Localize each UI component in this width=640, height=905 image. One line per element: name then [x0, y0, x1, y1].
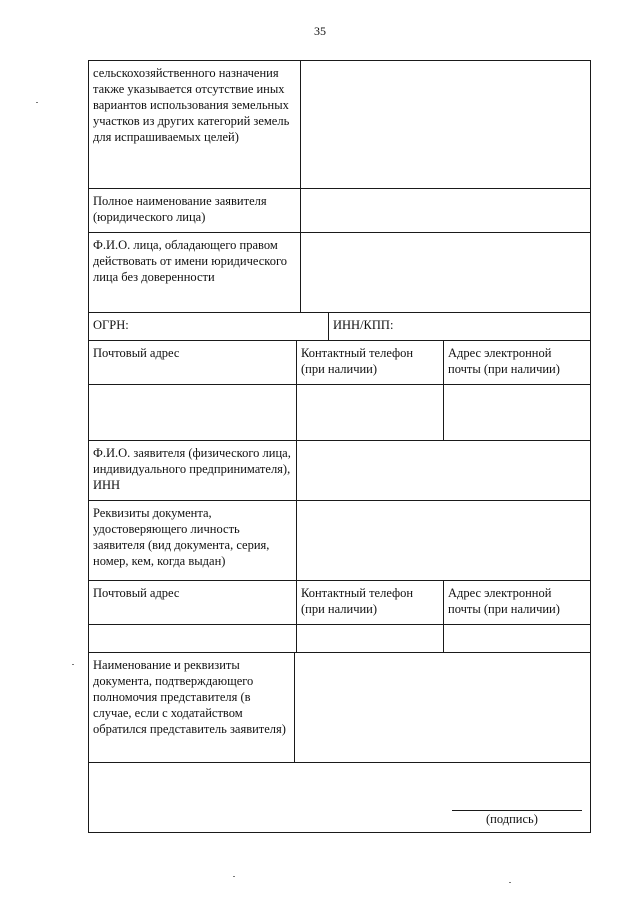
- individual-name-inn-field[interactable]: [296, 440, 591, 501]
- ogrn-field[interactable]: [88, 312, 329, 341]
- authorized-person-field[interactable]: [300, 232, 591, 313]
- individual-email-field[interactable]: [443, 624, 591, 653]
- individual-phone-field[interactable]: [296, 624, 444, 653]
- identity-document-field[interactable]: [296, 500, 591, 581]
- individual-phone-label: Контактный телефон (при наличии): [296, 580, 444, 625]
- inn-kpp-field[interactable]: [328, 312, 591, 341]
- inn-kpp-label: ИНН/КПП:: [333, 318, 394, 332]
- individual-email-label: Адрес электронной почты (при наличии): [443, 580, 591, 625]
- page-number: 35: [314, 24, 326, 38]
- scan-speck: [233, 876, 235, 877]
- individual-postal-address-label: Почтовый адрес: [88, 580, 297, 625]
- postal-address-label: Почтовый адрес: [88, 340, 297, 385]
- land-category-note: сельскохозяйственного назначения также указывается отсутствие иных вариантов использования земельных участков из других категорий земель для испрашиваемых целей): [88, 60, 301, 189]
- email-label: Адрес электронной почты (при наличии): [443, 340, 591, 385]
- phone-label: Контактный телефон (при наличии): [296, 340, 444, 385]
- authorized-person-label: Ф.И.О. лица, обладающего правом действовать от имени юридического лица без доверенности: [88, 232, 301, 313]
- identity-document-label: Реквизиты документа, удостоверяющего личность заявителя (вид документа, серия, номер, кем, когда выдан): [88, 500, 297, 581]
- land-category-field[interactable]: [300, 60, 591, 189]
- individual-name-inn-label: Ф.И.О. заявителя (физического лица, индивидуального предпринимателя), ИНН: [88, 440, 297, 501]
- scan-speck: [36, 102, 38, 103]
- ogrn-label: ОГРН:: [93, 318, 129, 332]
- phone-field[interactable]: [296, 384, 444, 441]
- email-field[interactable]: [443, 384, 591, 441]
- scan-speck: [509, 882, 511, 883]
- legal-entity-name-field[interactable]: [300, 188, 591, 233]
- representative-document-label: Наименование и реквизиты документа, подтверждающего полномочия представителя (в случае, если с ходатайством обратился представитель заявителя): [88, 652, 295, 763]
- individual-postal-address-field[interactable]: [88, 624, 297, 653]
- signature-caption: (подпись): [486, 812, 538, 826]
- signature-line: [452, 810, 582, 811]
- representative-document-field[interactable]: [294, 652, 591, 763]
- legal-entity-name-label: Полное наименование заявителя (юридического лица): [88, 188, 301, 233]
- postal-address-field[interactable]: [88, 384, 297, 441]
- scan-speck: [72, 664, 74, 665]
